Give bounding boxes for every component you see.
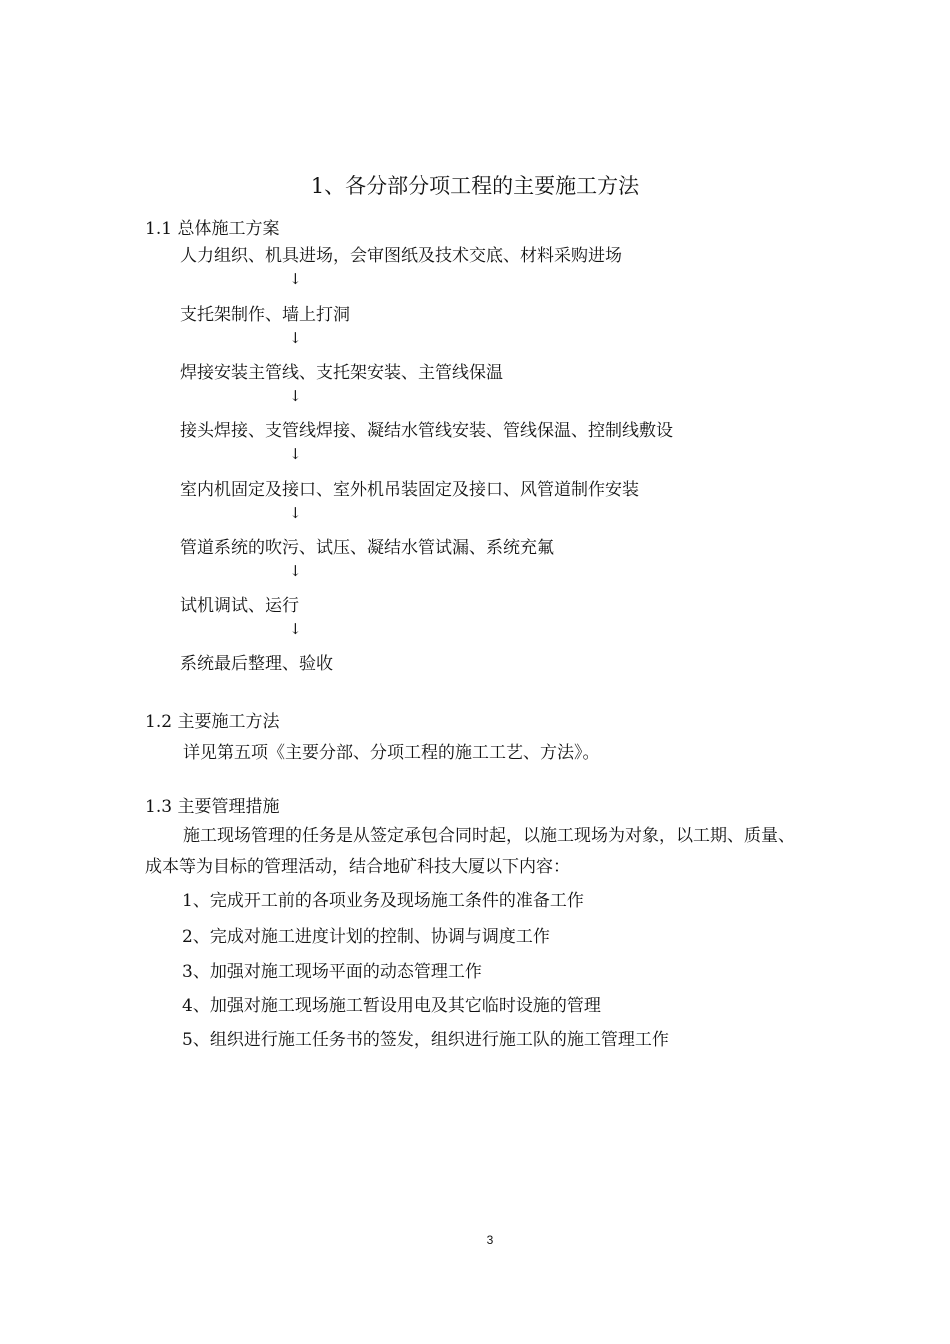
- flow-arrow-6: ↓: [289, 562, 302, 580]
- section-heading-1-2: 1.2 主要施工方法: [145, 712, 280, 732]
- list-item-2: 2、完成对施工进度计划的控制、协调与调度工作: [182, 927, 550, 947]
- flow-step-1: 人力组织、机具进场，会审图纸及技术交底、材料采购进场: [180, 246, 622, 266]
- list-item-4: 4、加强对施工现场施工暂设用电及其它临时设施的管理: [182, 996, 601, 1016]
- flow-step-5: 室内机固定及接口、室外机吊装固定及接口、风管道制作安装: [180, 480, 639, 500]
- flow-arrow-5: ↓: [289, 504, 302, 522]
- list-item-1: 1、完成开工前的各项业务及现场施工条件的准备工作: [182, 891, 584, 911]
- list-item-5: 5、组织进行施工任务书的签发，组织进行施工队的施工管理工作: [182, 1030, 669, 1050]
- page-number: 3: [486, 1233, 494, 1247]
- section-heading-1-1: 1.1 总体施工方案: [145, 219, 280, 239]
- flow-arrow-3: ↓: [289, 387, 302, 405]
- page-title: 1、各分部分项工程的主要施工方法: [310, 174, 640, 198]
- section-1-3-para-line-2: 成本等为目标的管理活动，结合地矿科技大厦以下内容：: [145, 857, 570, 877]
- flow-step-2: 支托架制作、墙上打洞: [180, 305, 350, 325]
- flow-step-3: 焊接安装主管线、支托架安装、主管线保温: [180, 363, 503, 383]
- list-item-3: 3、加强对施工现场平面的动态管理工作: [182, 962, 482, 982]
- flow-arrow-2: ↓: [289, 329, 302, 347]
- section-heading-1-3: 1.3 主要管理措施: [145, 797, 280, 817]
- flow-arrow-4: ↓: [289, 445, 302, 463]
- flow-step-7: 试机调试、运行: [180, 596, 299, 616]
- section-1-3-para-line-1: 施工现场管理的任务是从签定承包合同时起，以施工现场为对象，以工期、质量、: [183, 826, 795, 846]
- section-1-2-text: 详见第五项《主要分部、分项工程的施工工艺、方法》。: [183, 743, 600, 763]
- flow-step-4: 接头焊接、支管线焊接、凝结水管线安装、管线保温、控制线敷设: [180, 421, 673, 441]
- flow-arrow-1: ↓: [289, 270, 302, 288]
- flow-arrow-7: ↓: [289, 620, 302, 638]
- flow-step-6: 管道系统的吹污、试压、凝结水管试漏、系统充氟: [180, 538, 554, 558]
- flow-step-8: 系统最后整理、验收: [180, 654, 333, 674]
